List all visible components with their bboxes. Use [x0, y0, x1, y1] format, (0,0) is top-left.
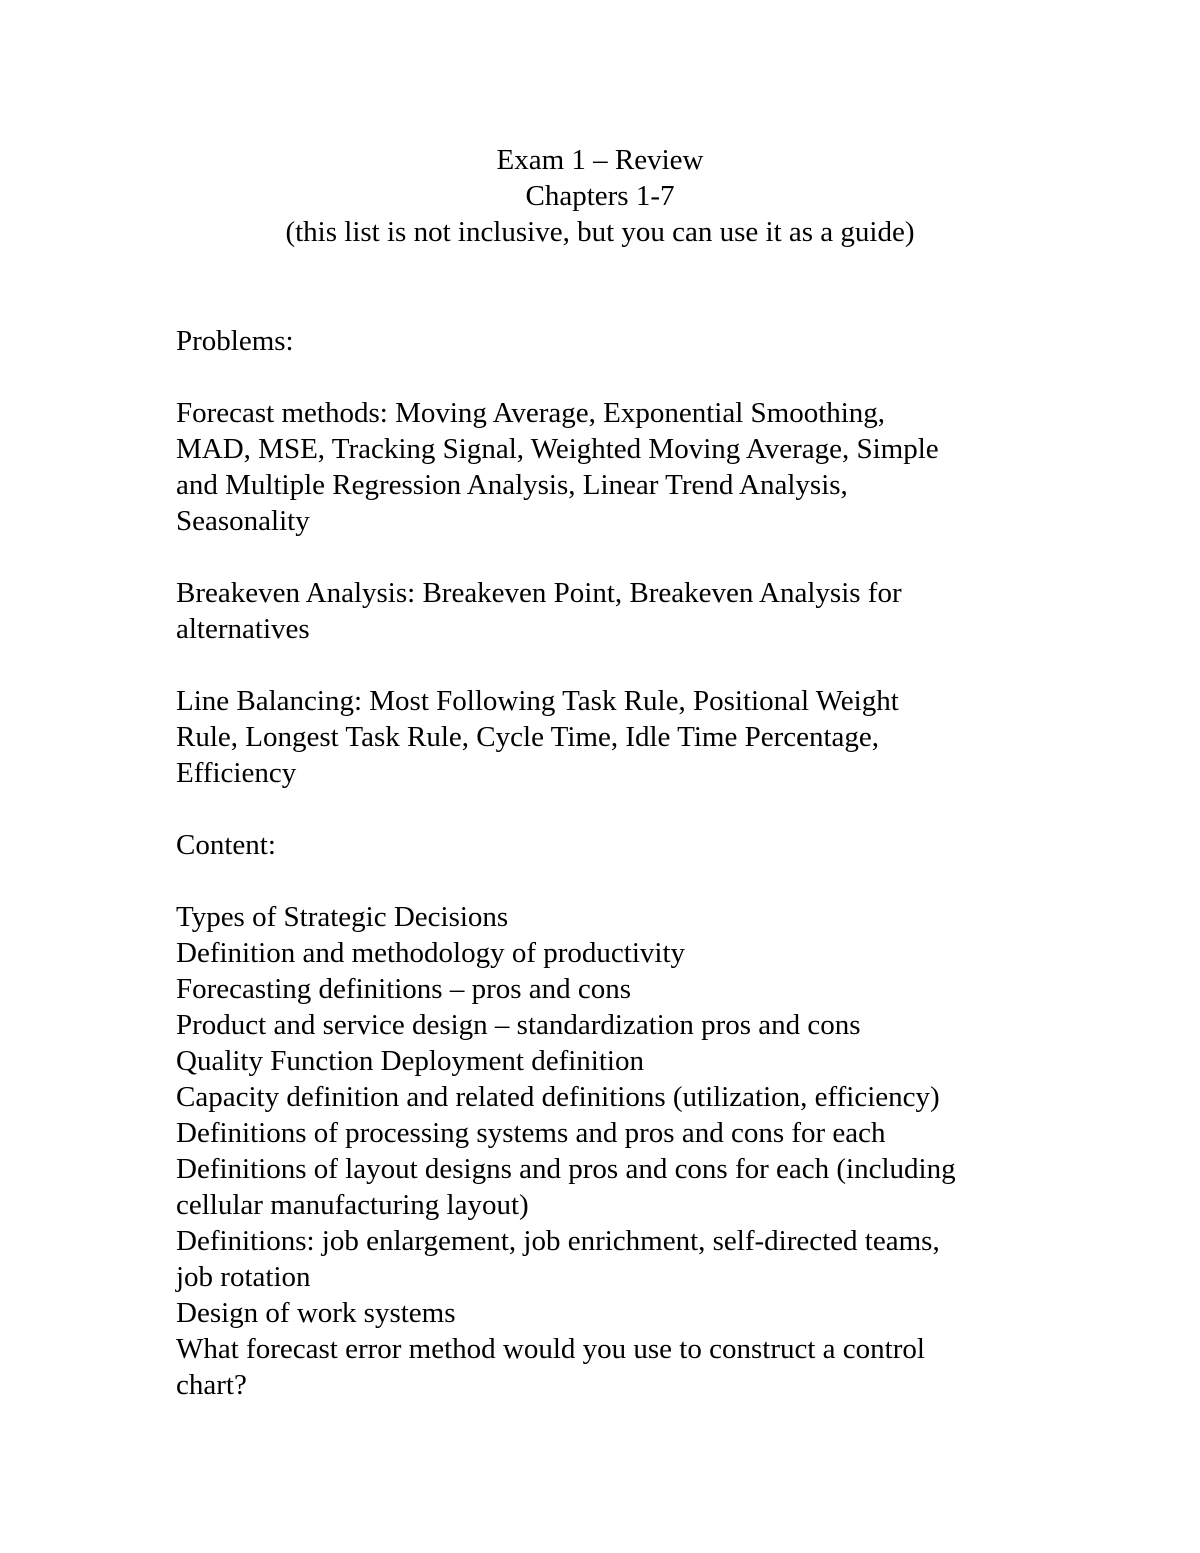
paragraph-line: Forecast methods: Moving Average, Exponential Smoothing, [176, 397, 886, 429]
paragraph-line: and Multiple Regression Analysis, Linear Trend Analysis, [176, 469, 848, 501]
paragraph-line: Rule, Longest Task Rule, Cycle Time, Idle Time Percentage, [176, 721, 880, 753]
content-line: Definitions of layout designs and pros and cons for each (including [176, 1153, 956, 1185]
content-heading: Content: [176, 829, 276, 861]
breakeven-analysis-paragraph [176, 575, 1036, 647]
guide-note: (this list is not inclusive, but you can use it as a guide) [285, 216, 915, 248]
content-line: chart? [176, 1369, 247, 1401]
paragraph-line: Line Balancing: Most Following Task Rule, Positional Weight [176, 685, 899, 717]
content-line: Product and service design – standardization pros and cons [176, 1009, 861, 1041]
forecast-methods-paragraph [176, 395, 1036, 539]
content-line: Definitions: job enlargement, job enrichment, self-directed teams, [176, 1225, 940, 1257]
content-line: Types of Strategic Decisions [176, 901, 509, 933]
paragraph-line: alternatives [176, 613, 310, 645]
problems-heading: Problems: [176, 325, 294, 357]
content-line: Definition and methodology of productivity [176, 937, 686, 969]
paragraph-line: Seasonality [176, 505, 310, 537]
paragraph-line: MAD, MSE, Tracking Signal, Weighted Moving Average, Simple [176, 433, 939, 465]
paragraph-line: Breakeven Analysis: Breakeven Point, Breakeven Analysis for [176, 577, 902, 609]
content-line: Capacity definition and related definitions (utilization, efficiency) [176, 1081, 940, 1113]
line-balancing-paragraph [176, 683, 1036, 791]
content-line: What forecast error method would you use to construct a control [176, 1333, 925, 1365]
document-body [176, 323, 1036, 1403]
content-line: Forecasting definitions – pros and cons [176, 973, 632, 1005]
content-line: Quality Function Deployment definition [176, 1045, 644, 1077]
document-title: Exam 1 – Review [496, 144, 704, 176]
paragraph-line: Efficiency [176, 757, 297, 789]
content-line: Design of work systems [176, 1297, 456, 1329]
content-line: job rotation [176, 1261, 311, 1293]
chapters-line: Chapters 1-7 [525, 180, 675, 212]
content-line: Definitions of processing systems and pros and cons for each [176, 1117, 886, 1149]
content-list [176, 899, 1036, 1403]
document-header [0, 142, 1200, 250]
content-line: cellular manufacturing layout) [176, 1189, 529, 1221]
